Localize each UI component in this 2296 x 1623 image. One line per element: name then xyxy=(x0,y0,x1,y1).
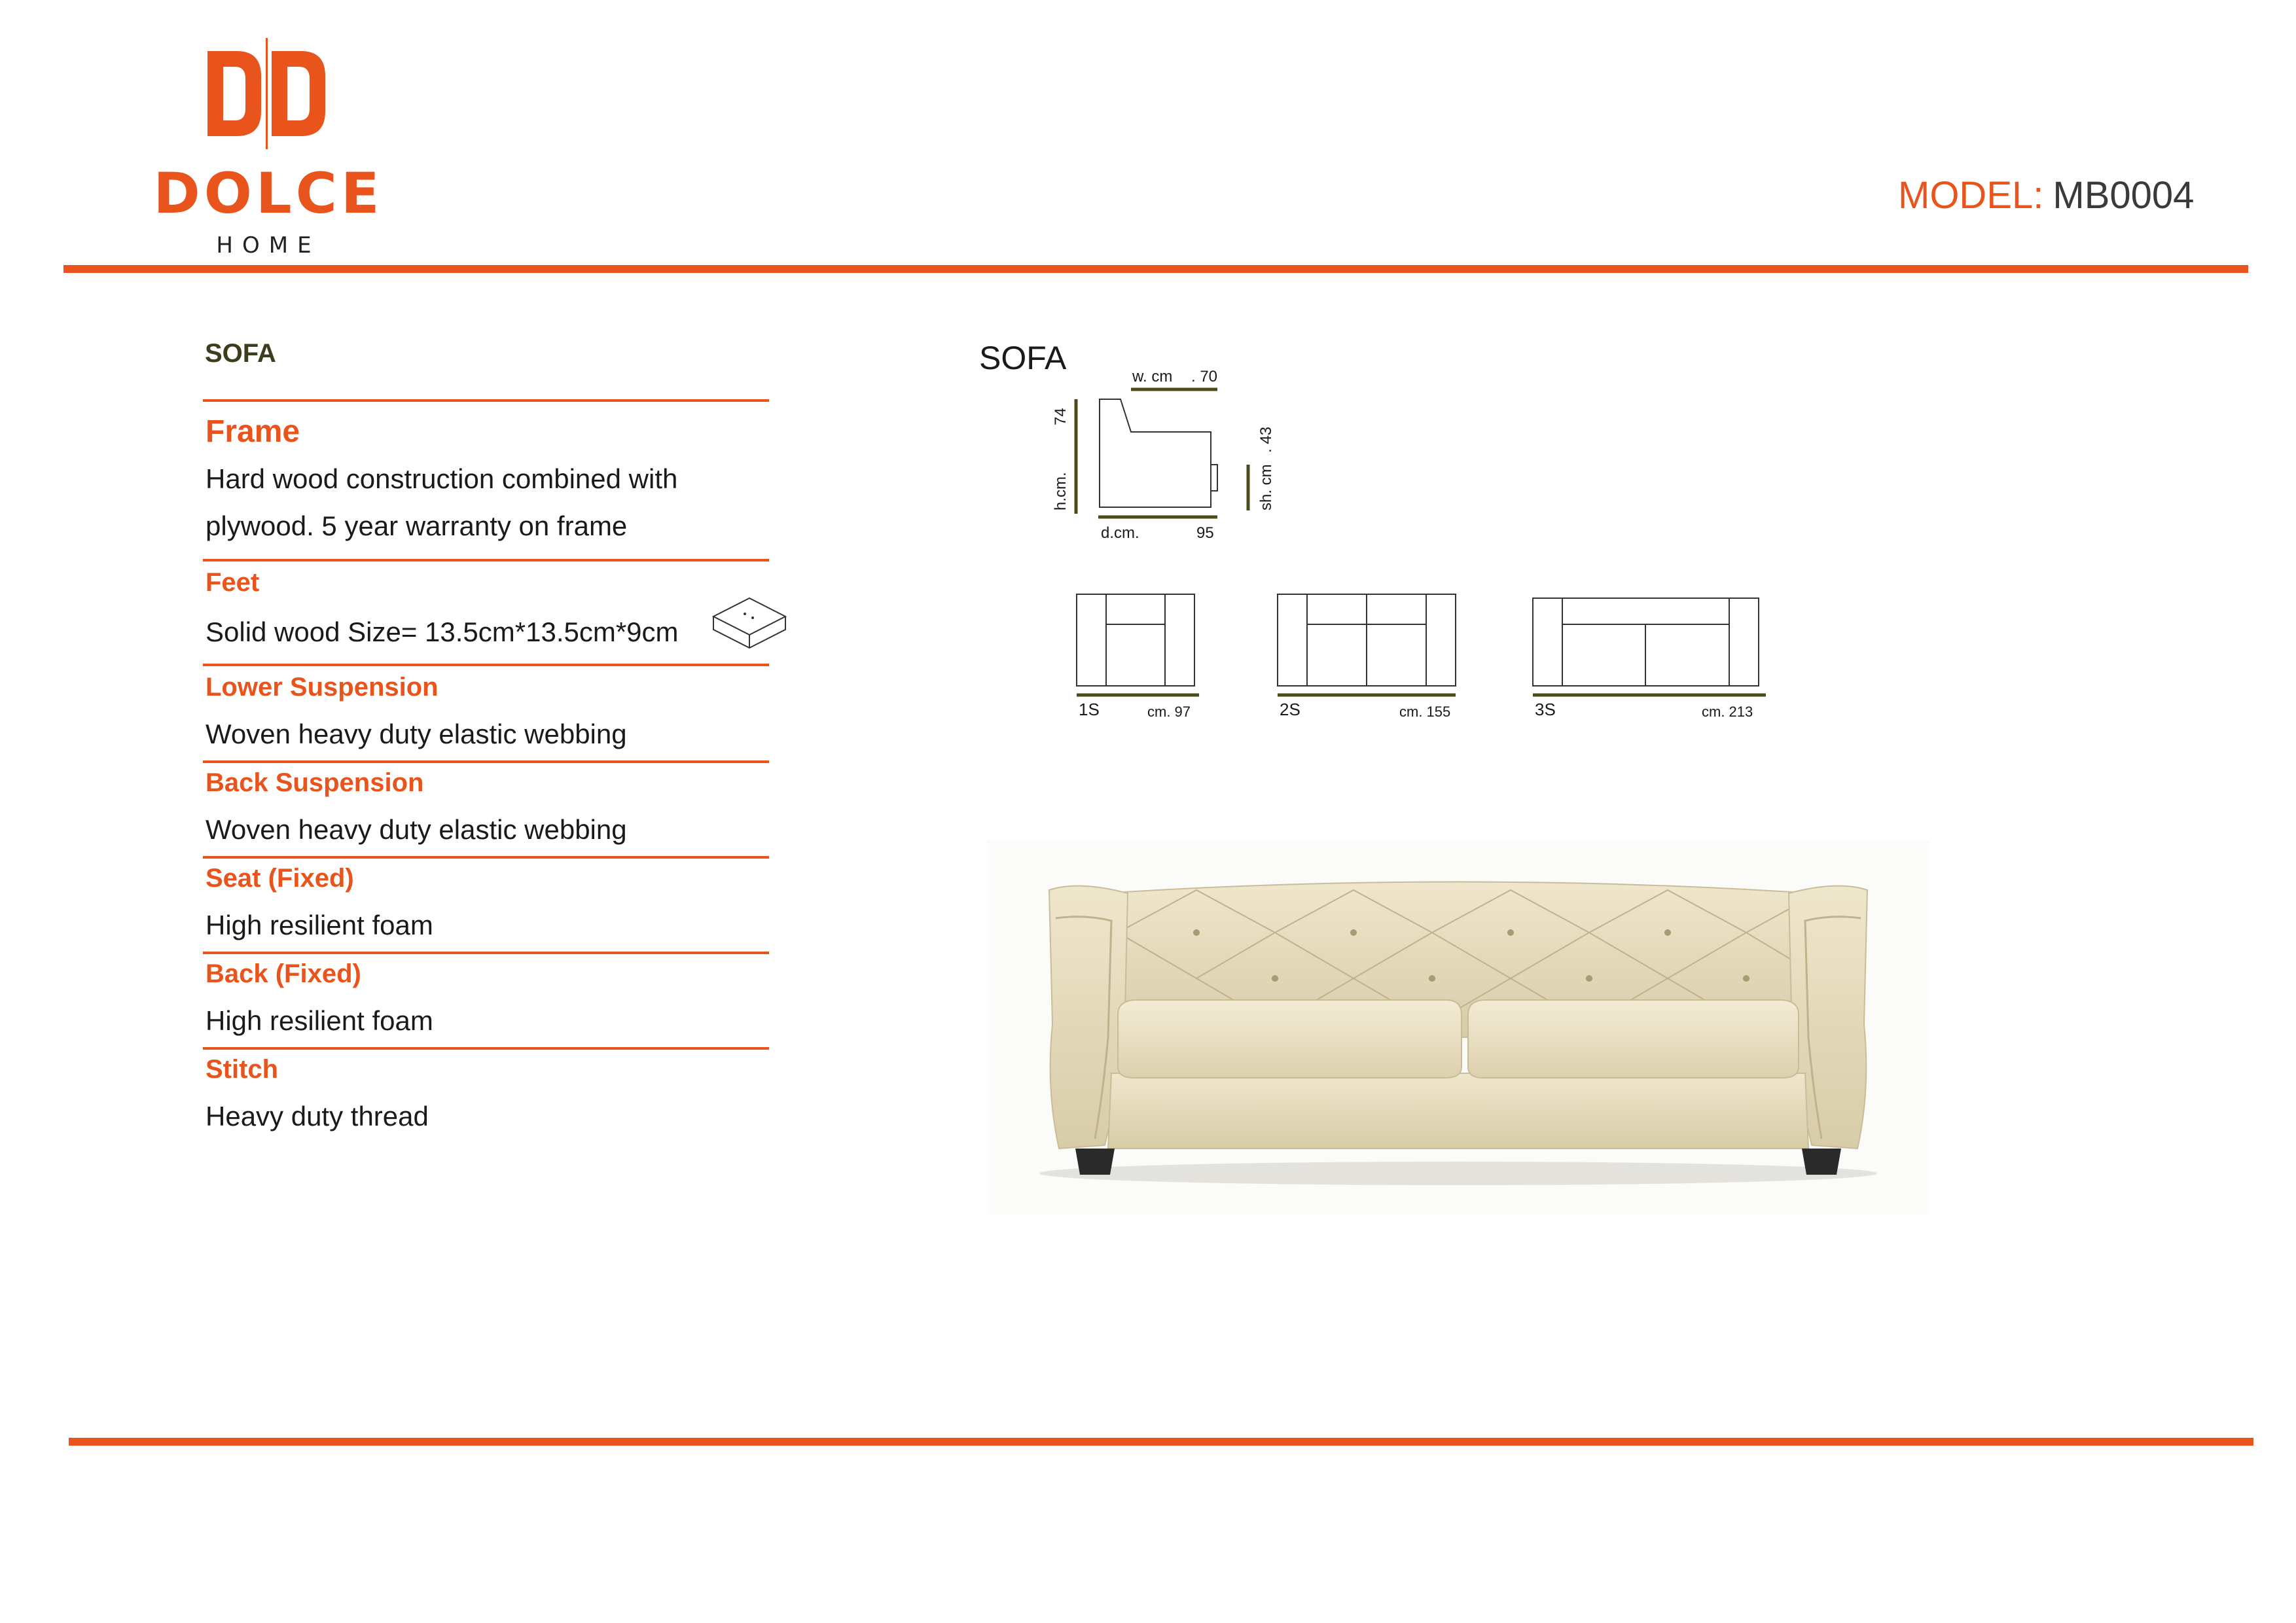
spec-heading-lower-suspension: Lower Suspension xyxy=(206,673,439,702)
spec-heading-seat: Seat (Fixed) xyxy=(206,864,354,893)
diagram-title: SOFA xyxy=(979,340,1067,376)
spec-divider xyxy=(203,760,769,763)
model-size-2s: cm. 155 xyxy=(1399,704,1451,720)
brand-subtitle: HOME xyxy=(216,232,321,259)
side-view xyxy=(1052,368,1275,542)
spec-text-feet: Solid wood Size= 13.5cm*13.5cm*9cm xyxy=(206,616,679,647)
spec-heading-feet: Feet xyxy=(206,568,260,597)
dimension-diagram xyxy=(1028,353,1787,733)
spec-heading-stitch: Stitch xyxy=(206,1055,279,1084)
spec-divider xyxy=(203,559,769,562)
model-label: MODEL: xyxy=(1898,174,2044,217)
header-divider xyxy=(63,265,2248,273)
spec-heading-back: Back (Fixed) xyxy=(206,959,361,988)
model-size-1s: cm. 97 xyxy=(1147,704,1191,720)
height-value: 74 xyxy=(1052,408,1069,425)
spec-heading-frame: Frame xyxy=(206,414,300,449)
model-code-2s: 2S xyxy=(1280,700,1300,719)
seat-height-value: . 43 xyxy=(1257,426,1275,453)
height-label: h.cm. xyxy=(1052,472,1069,510)
model-code-1s: 1S xyxy=(1079,700,1100,719)
depth-label: d.cm. xyxy=(1101,524,1139,542)
sofa-photo xyxy=(987,841,1929,1214)
foot-block-icon xyxy=(707,590,792,656)
model-code-3s: 3S xyxy=(1535,700,1556,719)
spec-text-stitch: Heavy duty thread xyxy=(206,1101,429,1132)
model-2s-drawing xyxy=(1278,594,1456,720)
spec-divider xyxy=(203,856,769,859)
model-value: MB0004 xyxy=(2053,174,2195,217)
model-1s-drawing xyxy=(1077,594,1199,720)
model-size-3s: cm. 213 xyxy=(1702,704,1753,720)
spec-divider xyxy=(203,1047,769,1050)
spec-text-frame-1: Hard wood construction combined with xyxy=(206,463,678,494)
spec-text-back: High resilient foam xyxy=(206,1005,433,1036)
seat-height-label: sh. cm xyxy=(1257,464,1275,510)
spec-divider xyxy=(203,952,769,954)
spec-divider xyxy=(203,399,769,402)
width-label: w. cm xyxy=(1132,368,1173,385)
footer-divider xyxy=(69,1438,2253,1446)
brand-name: DOLCE xyxy=(153,161,384,226)
width-value: . 70 xyxy=(1191,368,1218,385)
spec-divider xyxy=(203,664,769,666)
spec-text-seat: High resilient foam xyxy=(206,910,433,940)
spec-text-frame-2: plywood. 5 year warranty on frame xyxy=(206,510,628,541)
spec-text-lower-suspension: Woven heavy duty elastic webbing xyxy=(206,719,627,749)
spec-text-back-suspension: Woven heavy duty elastic webbing xyxy=(206,814,627,845)
spec-heading-back-suspension: Back Suspension xyxy=(206,768,424,797)
brand-logo xyxy=(147,38,389,259)
sofa-illustration xyxy=(987,841,1929,1214)
model-3s-drawing xyxy=(1533,598,1766,720)
model-number xyxy=(1898,174,2195,217)
dd-monogram-icon xyxy=(207,38,325,149)
depth-value: 95 xyxy=(1196,524,1214,542)
spec-title: SOFA xyxy=(205,339,276,368)
